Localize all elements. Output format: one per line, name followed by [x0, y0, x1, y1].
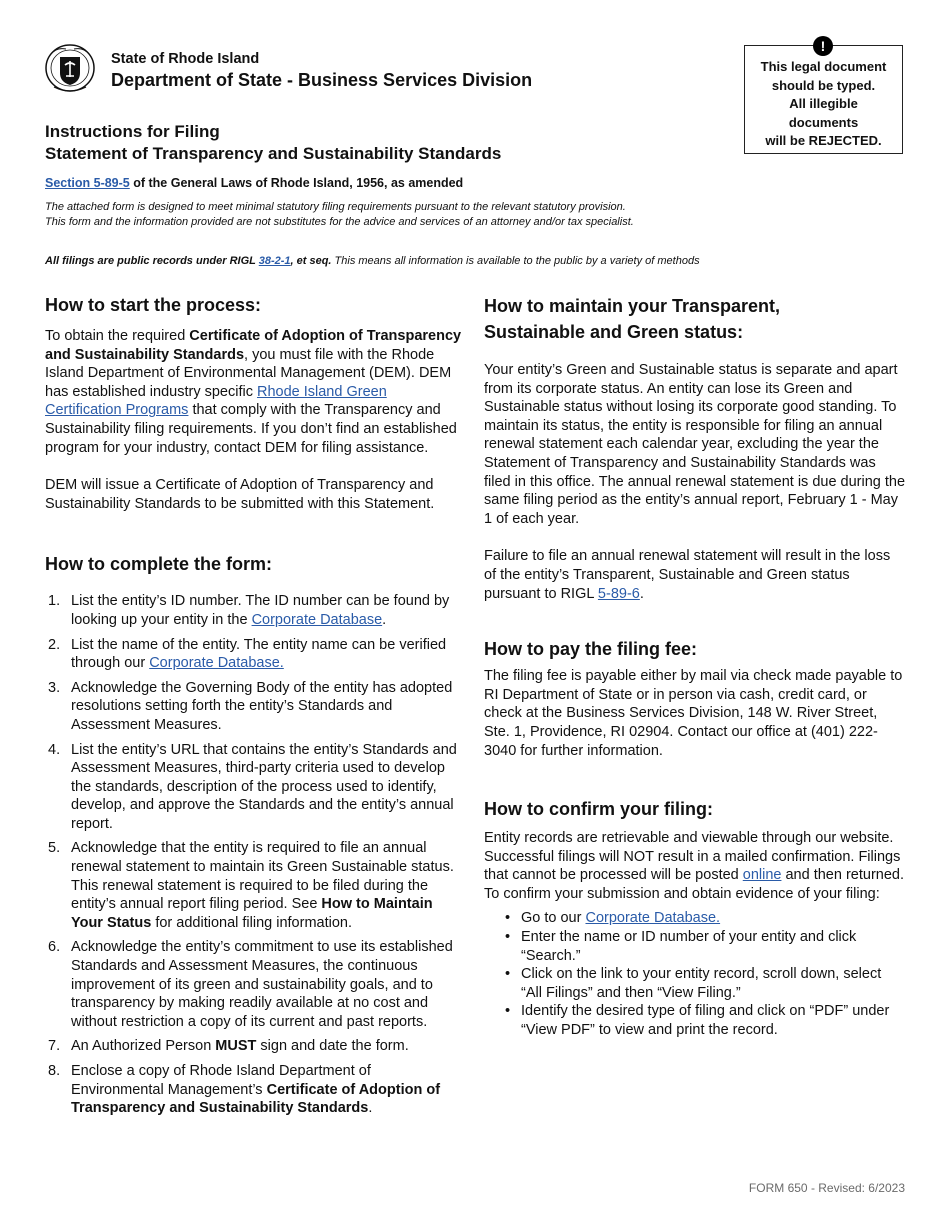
confirm-steps-list: [484, 909, 906, 1039]
certificate-name: Certificate of Adoption of Transparency and Sustainability Standards: [45, 328, 462, 363]
list-item: • Enter the name or ID number of your entity and click “Search.”: [505, 929, 857, 964]
confirm-heading: How to confirm your filing:: [484, 799, 713, 820]
public-records-note: [45, 255, 700, 267]
must-emphasis: MUST: [215, 1038, 257, 1055]
text: Enclose a copy of Rhode Island Department of Environmental Management’s: [71, 1063, 371, 1098]
confirm-paragraph: [484, 829, 906, 903]
list-item: 4. List the entity’s URL that contains the entity’s Standards and Assessment Measures, third-party criteria used to develop the standards, description of the process used to identify, develop, and approve the Standards and the entity’s annual report.: [48, 741, 457, 832]
certificate-name: Certificate of Adoption of Transparency and Sustainability Standards: [71, 1081, 441, 1117]
list-item: 3. Acknowledge the Governing Body of the entity has adopted resolutions setting forth the entity’s Standards and Assessment Measures.: [48, 679, 453, 733]
text: Acknowledge the entity’s commitment to use its established Standards and Assessment Measures, the continuous improvement of its green and sustainability goals, and to transparency by making readily available at no cost and without restriction a copy of its current and past reports.: [71, 939, 453, 1030]
public-records-prefix: All filings are public records under RIGL: [45, 255, 259, 267]
fee-heading: How to pay the filing fee:: [484, 639, 698, 660]
department-name: Department of State - Business Services Division: [111, 70, 533, 90]
text: Go to our: [521, 910, 586, 927]
maintain-paragraph-2: [484, 547, 906, 603]
list-item: 5. Acknowledge that the entity is required to file an annual renewal statement to maintain its Green Sustainable status. This renewal statement is required to be filed during the entity’s annual report filing period. See How to Maintain Your Status for additional filing information.: [48, 840, 454, 931]
text: for additional filing information.: [151, 914, 352, 931]
text: .: [639, 585, 644, 602]
text: Identify the desired type of filing and click on “PDF” under “View PDF” to view and print the record.: [521, 1003, 890, 1039]
statute-reference: [45, 176, 463, 190]
disclaimer: [45, 200, 634, 230]
form-footer: FORM 650 - Revised: 6/2023: [748, 1181, 905, 1195]
start-heading: How to start the process:: [45, 295, 262, 315]
maintain-status-ref: How to Maintain Your Status: [71, 896, 433, 931]
notice-line: This legal document: [760, 59, 887, 74]
state-name: State of Rhode Island: [111, 51, 260, 67]
text: Enter the name or ID number of your entity and click “Search.”: [521, 929, 857, 964]
list-item: • Identify the desired type of filing and click on “PDF” under “View PDF” to view and print the record.: [505, 1003, 890, 1039]
text: List the name of the entity. The entity name can be verified through our: [71, 636, 447, 672]
exclamation-icon: !: [813, 36, 833, 56]
corporate-database-link[interactable]: Corporate Database.: [585, 910, 721, 927]
notice-line: should be typed.: [771, 77, 876, 93]
maintain-paragraph-1: Your entity’s Green and Sustainable status is separate and apart from its corporate status. An entity can lose its Green and Sustainable status without losing its corporate good standing. To maintain its status, the entity is responsible for filing an annual renewal statement each calendar year, excluding the year the Statement of Transparency and Sustainability Standards was filed in this office. The annual renewal statement is due during the same filing period as the entity’s annual report, February 1 - May 1 of each year.: [484, 362, 906, 527]
text: Failure to file an annual renewal statement will result in the loss of the entity’s Transparent, Sustainable and Green status pursuant to RIGL: [484, 548, 891, 602]
list-item: 2. List the name of the entity. The entity name can be verified through our Corporate Database.: [48, 636, 447, 672]
page-title-line2: Statement of Transparency and Sustainability Standards: [45, 144, 502, 163]
list-item: 6. Acknowledge the entity’s commitment to use its established Standards and Assessment Measures, the continuous improvement of its green and sustainability goals, and to transparency by making readily available at no cost and without restriction a copy of its current and past reports.: [48, 939, 453, 1030]
disclaimer-line: The attached form is designed to meet minimal statutory filing requirements pursuant to the relevant statutory provision.: [45, 201, 626, 213]
text: .: [382, 611, 387, 628]
disclaimer-line: This form and the information provided are not substitutes for the advice and services of an attorney and/or tax specialist.: [45, 216, 634, 228]
corporate-database-link[interactable]: Corporate Database.: [149, 655, 284, 672]
public-records-suffix: , et seq.: [290, 255, 332, 267]
list-item: 1. List the entity’s ID number. The ID number can be found by looking up your entity in the Corporate Database.: [48, 593, 450, 628]
text: .: [368, 1100, 373, 1117]
text: that comply with the Transparency and Sustainability filing requirements. If you don’t find an established program for your industry, contact DEM for filing assistance.: [45, 402, 457, 456]
text: Acknowledge that the entity is required to file an annual renewal statement to maintain its Green Sustainable status. This renewal statement is required to be filed during the entity’s annual report filing period. See: [71, 840, 454, 913]
corporate-database-link[interactable]: Corporate Database: [251, 611, 383, 628]
state-seal-icon: [44, 43, 96, 93]
text: An Authorized Person: [71, 1038, 216, 1055]
list-item: 7. An Authorized Person MUST sign and date the form.: [48, 1038, 409, 1055]
notice-line: All illegible: [789, 96, 858, 111]
rigl-5-89-6-link[interactable]: 5-89-6: [597, 585, 640, 602]
notice-line: will be REJECTED.: [765, 133, 882, 148]
start-paragraph-2: DEM will issue a Certificate of Adoption of Transparency and Sustainability Standards to be submitted with this Statement.: [45, 477, 435, 512]
list-item: • Go to our Corporate Database.: [505, 910, 721, 927]
text: and then returned. To confirm your submission and obtain evidence of your filing:: [484, 867, 904, 902]
text: sign and date the form.: [256, 1038, 409, 1055]
text: To obtain the required: [45, 328, 190, 344]
online-link[interactable]: online: [742, 867, 782, 884]
text: Acknowledge the Governing Body of the entity has adopted resolutions setting forth the entity’s Standards and Assessment Measures.: [71, 679, 453, 733]
complete-heading: How to complete the form:: [45, 554, 273, 575]
text: List the entity’s URL that contains the entity’s Standards and Assessment Measures, third-party criteria used to develop the standards, description of the process used to identify, develop, and approve the Standards and the entity’s annual report.: [71, 741, 457, 832]
page-title-line1: Instructions for Filing: [45, 122, 220, 141]
text: List the entity’s ID number. The ID number can be found by looking up your entity in the: [71, 593, 450, 628]
right-column: [484, 293, 906, 1040]
instructions-list: [45, 592, 465, 1117]
list-item: 8. Enclose a copy of Rhode Island Department of Environmental Management’s Certificate of Adoption of Transparency and Sustainability Standards.: [48, 1063, 441, 1117]
maintain-heading-line2: Sustainable and Green status:: [484, 322, 744, 342]
legal-notice-box: [744, 38, 903, 154]
fee-paragraph: The filing fee is payable either by mail via check made payable to RI Department of State or in person via cash, credit card, or check at the Business Services Division, 148 W. River Street, Ste. 1, Providence, RI 02904. Contact our office at (401) 222-3040 for further information.: [484, 668, 903, 759]
text: Entity records are retrievable and viewable through our website. Successful filings will NOT result in a mailed confirmation. Filings that cannot be processed will be posted: [484, 830, 901, 884]
text: Click on the link to your entity record, scroll down, select “All Filings” and then “View Filing.”: [521, 966, 882, 1001]
text: , you must file with the Rhode Island Department of Environmental Management (DEM). DEM has established industry specific: [45, 346, 452, 400]
left-column: [45, 293, 465, 1124]
rigl-38-2-1-link[interactable]: 38-2-1: [258, 255, 291, 267]
green-certification-link[interactable]: Rhode Island Green Certification Programs: [45, 383, 387, 419]
section-5-89-5-link[interactable]: Section 5-89-5: [45, 176, 130, 190]
public-records-rest: This means all information is available to the public by a variety of methods: [331, 255, 700, 267]
list-item: • Click on the link to your entity record, scroll down, select “All Filings” and then “View Filing.”: [505, 966, 882, 1001]
notice-line: documents: [788, 114, 859, 130]
start-paragraph-1: [45, 327, 465, 457]
statute-reference-text: of the General Laws of Rhode Island, 1956, as amended: [129, 176, 464, 190]
maintain-heading-line1: How to maintain your Transparent,: [484, 296, 781, 316]
